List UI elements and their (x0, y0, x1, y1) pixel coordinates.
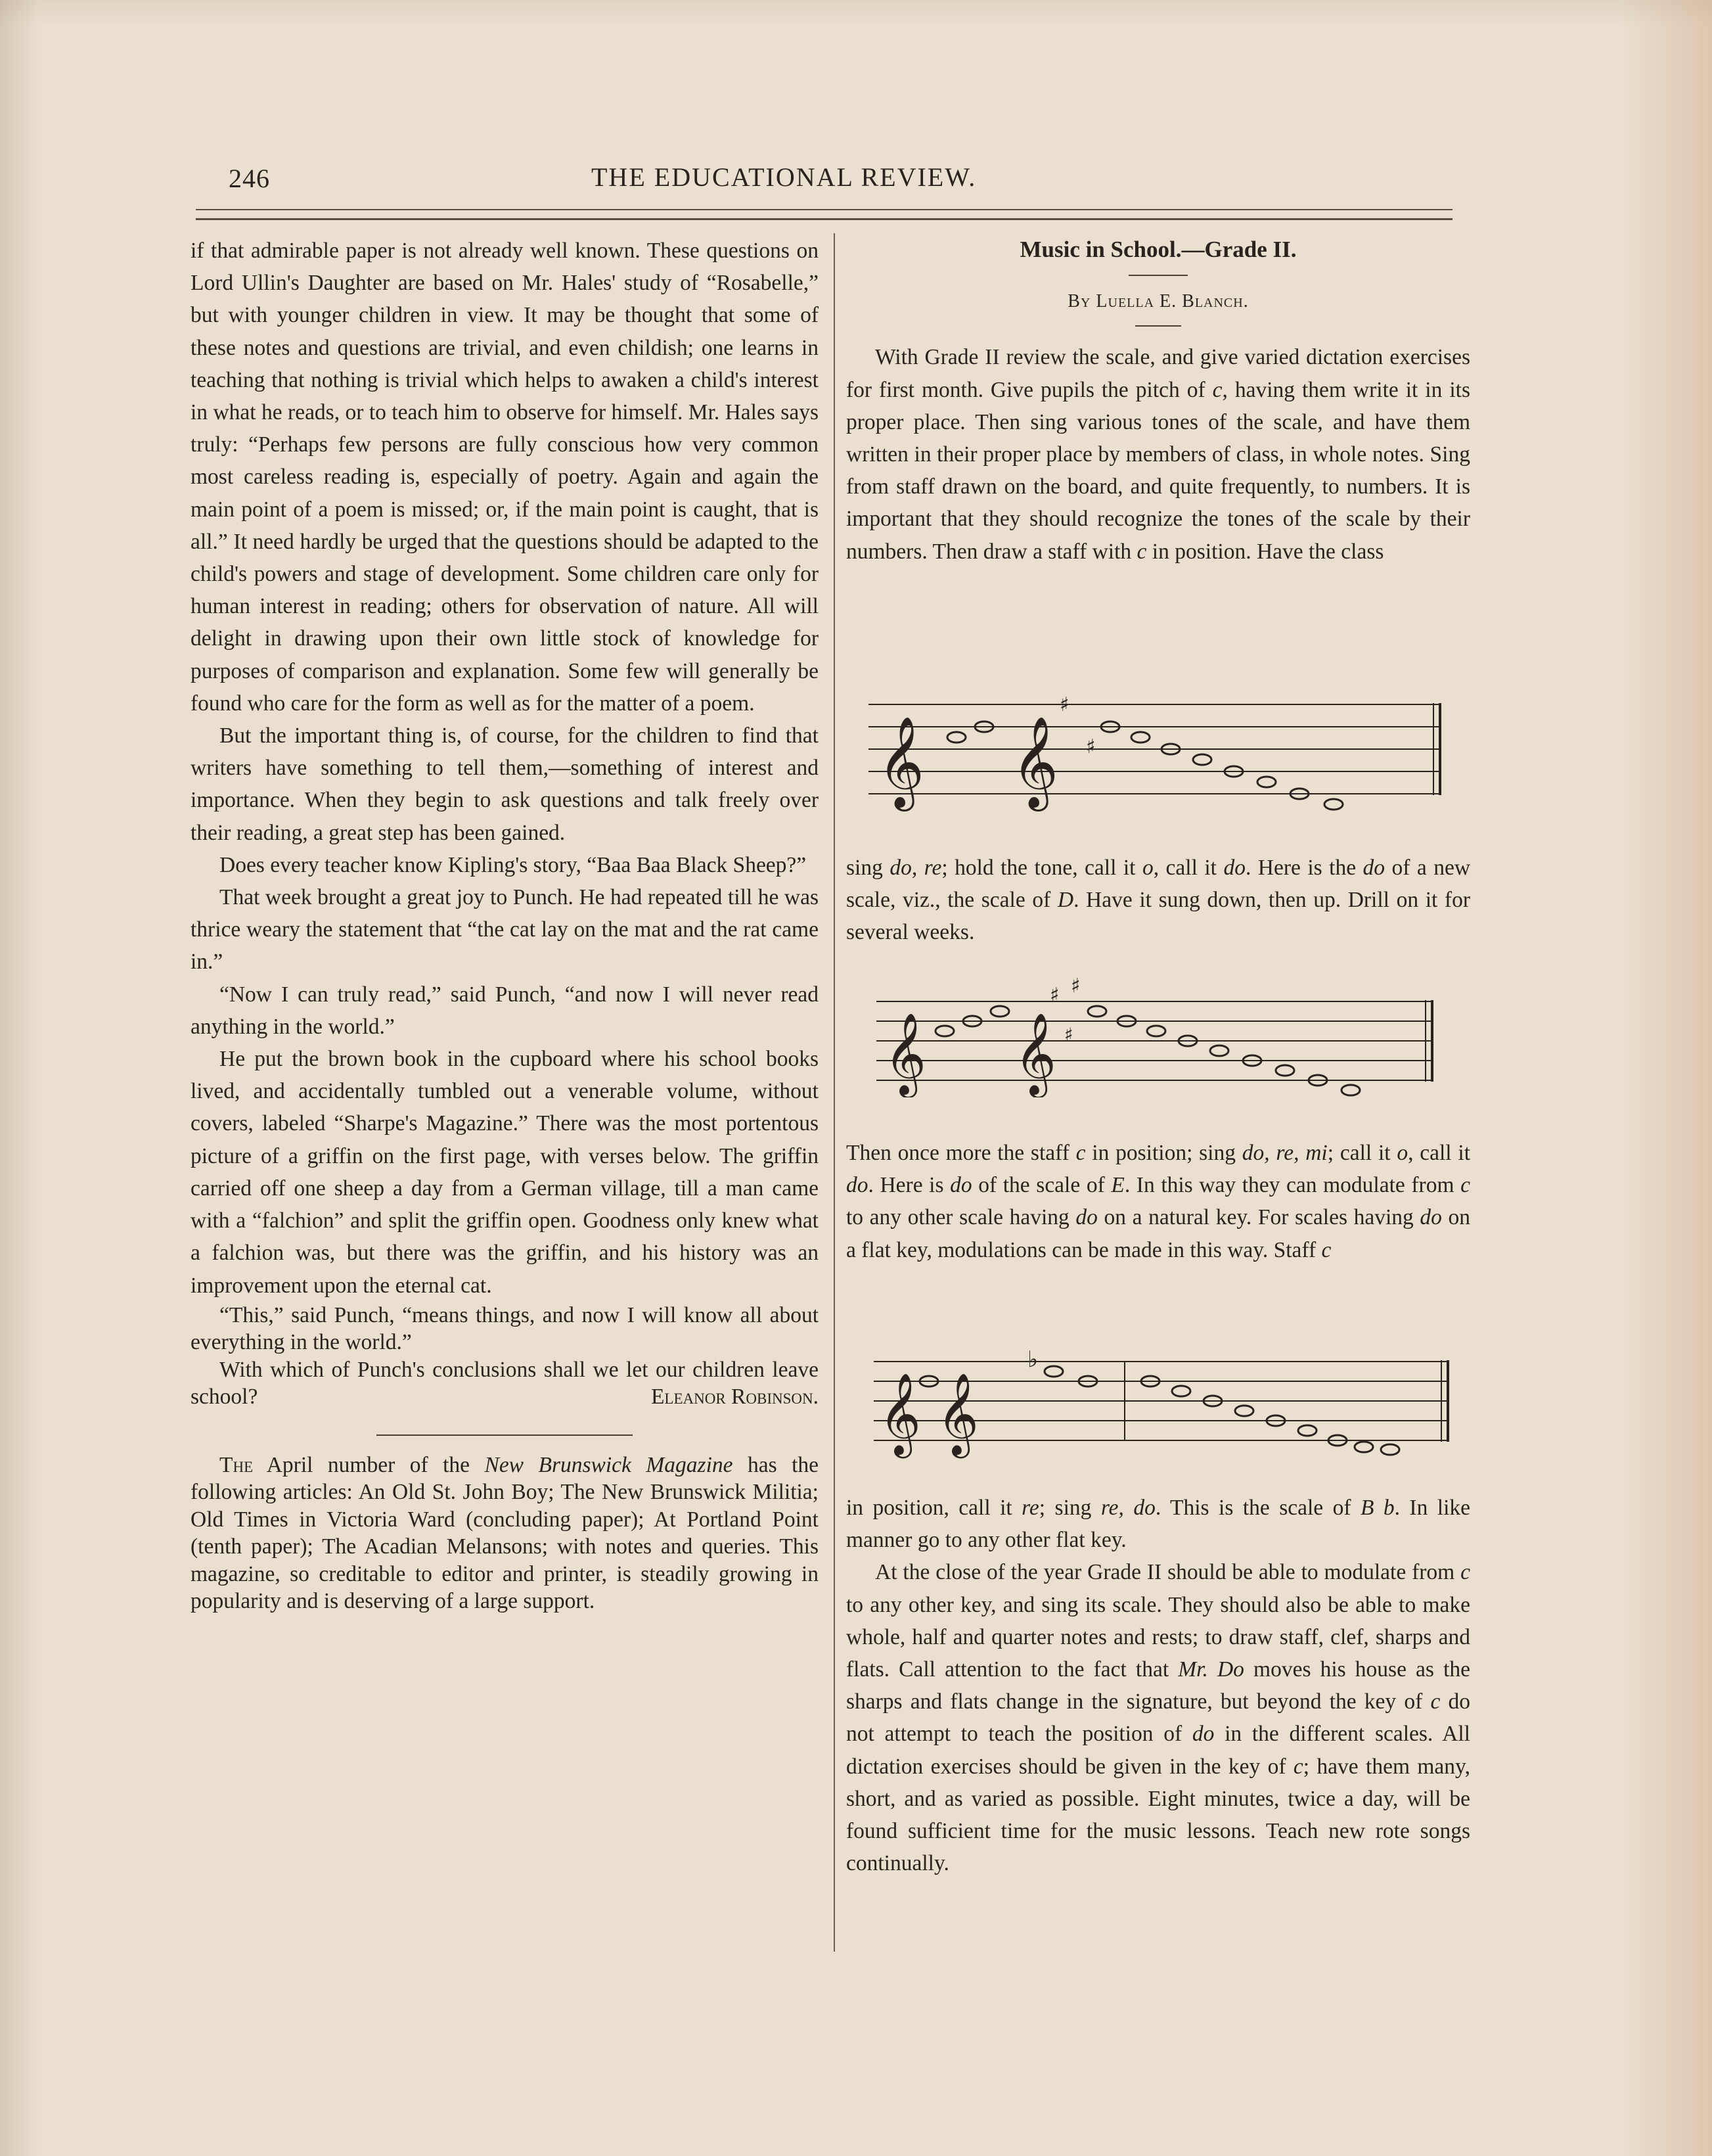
treble-clef-icon: 𝄞 (878, 716, 924, 808)
magazine-note-pre: April number of the (253, 1452, 485, 1477)
right-paragraph-5 (846, 1556, 1470, 1879)
text-run: in position, call it (846, 1496, 1022, 1520)
text-run: B b (1360, 1496, 1395, 1520)
text-run: moves his house as the sharps and flats change in the signature, but beyond the key of (846, 1657, 1470, 1714)
sharp-icon: ♯ (1060, 693, 1070, 716)
page-title: THE EDUCATIONAL REVIEW. (591, 162, 977, 192)
sharp-icon: ♯ (1050, 984, 1060, 1007)
text-run: do not attempt to teach the position of (846, 1689, 1471, 1747)
text-run: do (846, 1173, 868, 1198)
whole-note (1341, 1085, 1360, 1095)
text-run: o (1142, 856, 1154, 880)
magazine-note (191, 1452, 819, 1615)
right-paragraph-1 (846, 341, 1470, 567)
column-divider (834, 233, 835, 1952)
byline-rule (1135, 325, 1181, 327)
text-run: . Have it sung down, then up. Drill on it for several weeks. (846, 888, 1470, 945)
text-run: c (1460, 1173, 1470, 1198)
text-run: o (1397, 1141, 1408, 1165)
staff-2-svg (874, 973, 1452, 1097)
magazine-note-lead: The (219, 1452, 254, 1477)
text-run: At the close of the year Grade II should be able to modulate from (875, 1560, 1461, 1585)
page-number: 246 (229, 164, 270, 193)
author-signature: Eleanor Robinson. (650, 1385, 819, 1410)
music-staff-b-flat-scale (871, 1341, 1462, 1465)
treble-clef-icon: 𝄞 (1012, 716, 1058, 808)
text-run: ; call it (1327, 1141, 1397, 1165)
text-run: re (1022, 1496, 1039, 1520)
magazine-note-body: has the following articles: An Old St. John Boy; The New Brunswick Militia; Old Times in Victoria Ward (concluding paper); At Portland Point (tenth paper); The Acadian Melansons; with notes and queries. This magazine, so creditable to editor and printer, is steadily growing in popularity and is deserving of a large support. (191, 1452, 819, 1614)
whole-note (1172, 1386, 1190, 1396)
whole-note (1193, 754, 1211, 765)
left-paragraph-8-text: With which of Punch's conclusions shall we let our children leave school? (191, 1357, 819, 1410)
text-run: to any other scale having (846, 1205, 1076, 1230)
text-run: on a natural key. For scales having (1097, 1205, 1420, 1230)
text-run: , having them write it in its proper place. Then sing various tones of the scale, and have them written in their proper place by members of class, in whole notes. Sing from staff drawn on the board, and quite frequently, to numbers. It is important that they should recognize the tones of the scale by their numbers. Then draw a staff with (846, 377, 1470, 564)
text-run: do (1363, 856, 1385, 880)
right-paragraph-2 (846, 852, 1470, 949)
text-run: With Grade II review the scale, and give varied dictation exercises for first month. Give pupils the pitch of (846, 345, 1470, 402)
treble-clef-icon: 𝄞 (937, 1373, 979, 1455)
treble-clef-icon: 𝄞 (1014, 1013, 1056, 1095)
article-heading: Music in School.—Grade II. (1020, 237, 1297, 262)
sharp-icon: ♯ (1071, 975, 1081, 998)
left-paragraph-8 (191, 1356, 819, 1411)
whole-note (1088, 1006, 1106, 1017)
text-run: ; have them many, short, and as varied as possible. Eight minutes, twice a day, will be found sufficient time for the music lessons. Teach new rote songs continually. (846, 1754, 1470, 1876)
text-run: re, do (1100, 1496, 1156, 1520)
text-run: c (1321, 1237, 1332, 1262)
treble-clef-icon: 𝄞 (879, 1373, 921, 1455)
article-byline: By Luella E. Blanch. (1068, 291, 1249, 312)
whole-note (1131, 732, 1150, 743)
staff-1-svg (866, 690, 1457, 815)
whole-note (991, 1006, 1009, 1017)
right-paragraph-2-block (846, 852, 1470, 949)
text-run: do (1075, 1205, 1098, 1230)
right-paragraph-3-block (846, 1137, 1470, 1266)
text-run: c (1137, 539, 1147, 564)
right-paragraph-4-block (846, 1492, 1470, 1879)
header-rule-top (196, 209, 1453, 210)
flat-icon: ♭ (1027, 1346, 1039, 1373)
magazine-title: New Brunswick Magazine (484, 1452, 733, 1477)
left-paragraph-6: He put the brown book in the cupboard where his school books lived, and accidentally tumbled out a venerable volume, without covers, labeled “Sharpe's Magazine.” There was the most portentous picture of a griffin on the first page, with verses below. The griffin carried off one sheep a day from a German village, till a man came with a “falchion” and split the griffin open. Goodness only knew what a falchion was, but there was the griffin, and his history was an improvement upon the eternal cat. (191, 1047, 819, 1298)
whole-note (1147, 1026, 1165, 1036)
text-run: c (1430, 1689, 1441, 1714)
text-run: . This is the scale of (1155, 1496, 1361, 1520)
whole-note (1235, 1406, 1253, 1416)
whole-note (1257, 777, 1276, 787)
text-run: c (1460, 1560, 1470, 1585)
section-divider (376, 1434, 633, 1436)
left-paragraph-3: Does every teacher know Kipling's story, “Baa Baa Black Sheep?” (219, 852, 807, 877)
text-run: E (1111, 1173, 1125, 1198)
text-run: of the scale of (972, 1173, 1112, 1198)
whole-note (1298, 1425, 1317, 1436)
music-staff-e-scale (874, 973, 1452, 1097)
left-paragraph-1: if that admirable paper is not already well known. These questions on Lord Ullin's Daughter are based on Mr. Hales' study of “Rosabelle,” but with younger children in view. It may be thought that some of these notes and questions are trivial, and even childish; one learns in teaching that nothing is trivial which helps to awaken a child's interest in what he reads, or to teach him to observe for himself. Mr. Hales says truly: “Perhaps few persons are fully conscious how very common most careless reading is, especially of poetry. Again and again the main point of a poem is missed; or, if the main point is caught, that is all.” It need hardly be urged that the questions should be adapted to the child's powers and stage of development. Some children care only for human interest in reading; others for observation of nature. All will delight in drawing upon their own little stock of knowledge for purposes of comparison and explanation. Some few will generally be found who care for the form as well as for the matter of a poem. (191, 239, 819, 716)
text-run: do, re, mi (1242, 1141, 1328, 1165)
sharp-icon: ♯ (1064, 1024, 1073, 1045)
text-run: do (950, 1173, 972, 1198)
text-run: do (1192, 1722, 1215, 1747)
whole-note (1381, 1444, 1399, 1455)
text-run: . In this way they can modulate from (1124, 1173, 1461, 1198)
whole-note (1324, 799, 1343, 810)
whole-note (1210, 1045, 1228, 1056)
text-run: sing (846, 856, 890, 880)
text-run: in the different scales. All dictation exercises should be given in the key of (846, 1722, 1470, 1779)
text-run: in position; sing (1085, 1141, 1242, 1165)
music-staff-d-scale (866, 690, 1457, 815)
text-run: . In like manner go to any other flat key. (846, 1496, 1470, 1553)
right-paragraph-4 (846, 1492, 1470, 1556)
right-column (846, 233, 1470, 568)
text-run: D (1057, 888, 1074, 913)
text-run: do (1420, 1205, 1442, 1230)
whole-note (1355, 1442, 1373, 1452)
text-run: . Here is the (1245, 856, 1363, 880)
treble-clef-icon: 𝄞 (884, 1013, 926, 1095)
header-rule-bottom (196, 218, 1453, 220)
whole-note (1276, 1065, 1294, 1076)
left-paragraph-5: “Now I can truly read,” said Punch, “and now I will never read anything in the world.” (191, 982, 819, 1039)
heading-rule (1129, 275, 1188, 276)
text-run: do (1223, 856, 1246, 880)
whole-note (947, 732, 966, 743)
text-run: , call it (1153, 856, 1224, 880)
left-column (191, 235, 819, 1615)
text-run: to any other key, and sing its scale. They should also be able to make whole, half and quarter notes and rests; to draw staff, clef, sharps and flats. Call attention to the fact that (846, 1592, 1470, 1682)
left-paragraph-2: But the important thing is, of course, for the children to find that writers have something to tell them,—something of interest and importance. When they begin to ask questions and talk freely over their reading, a great step has been gained. (191, 723, 819, 845)
text-run: c (1212, 377, 1223, 402)
text-run: Then once more the staff (846, 1141, 1076, 1165)
text-run: of a new scale, viz., the scale of (846, 856, 1471, 913)
right-paragraph-3 (846, 1137, 1470, 1266)
text-run: ; sing (1039, 1496, 1101, 1520)
text-run: , call it (1408, 1141, 1471, 1165)
text-run: . Here is (868, 1173, 951, 1198)
staff-3-svg (871, 1341, 1462, 1465)
left-paragraph-7: “This,” said Punch, “means things, and now I will know all about everything in the world.” (191, 1302, 819, 1355)
sharp-icon: ♯ (1086, 735, 1096, 758)
text-run: c (1075, 1141, 1086, 1165)
whole-note (1045, 1366, 1063, 1377)
text-run: on a flat key, modulations can be made in this way. Staff (846, 1205, 1470, 1262)
left-paragraph-4: That week brought a great joy to Punch. He had repeated till he was thrice weary the statement that “the cat lay on the mat and the rat came in.” (191, 885, 819, 975)
text-run: Mr. Do (1178, 1657, 1244, 1682)
text-run: ; hold the tone, call it (941, 856, 1142, 880)
text-run: do, re (890, 856, 942, 880)
text-run: in position. Have the class (1146, 539, 1384, 564)
text-run: c (1293, 1754, 1303, 1779)
whole-note (935, 1026, 954, 1036)
